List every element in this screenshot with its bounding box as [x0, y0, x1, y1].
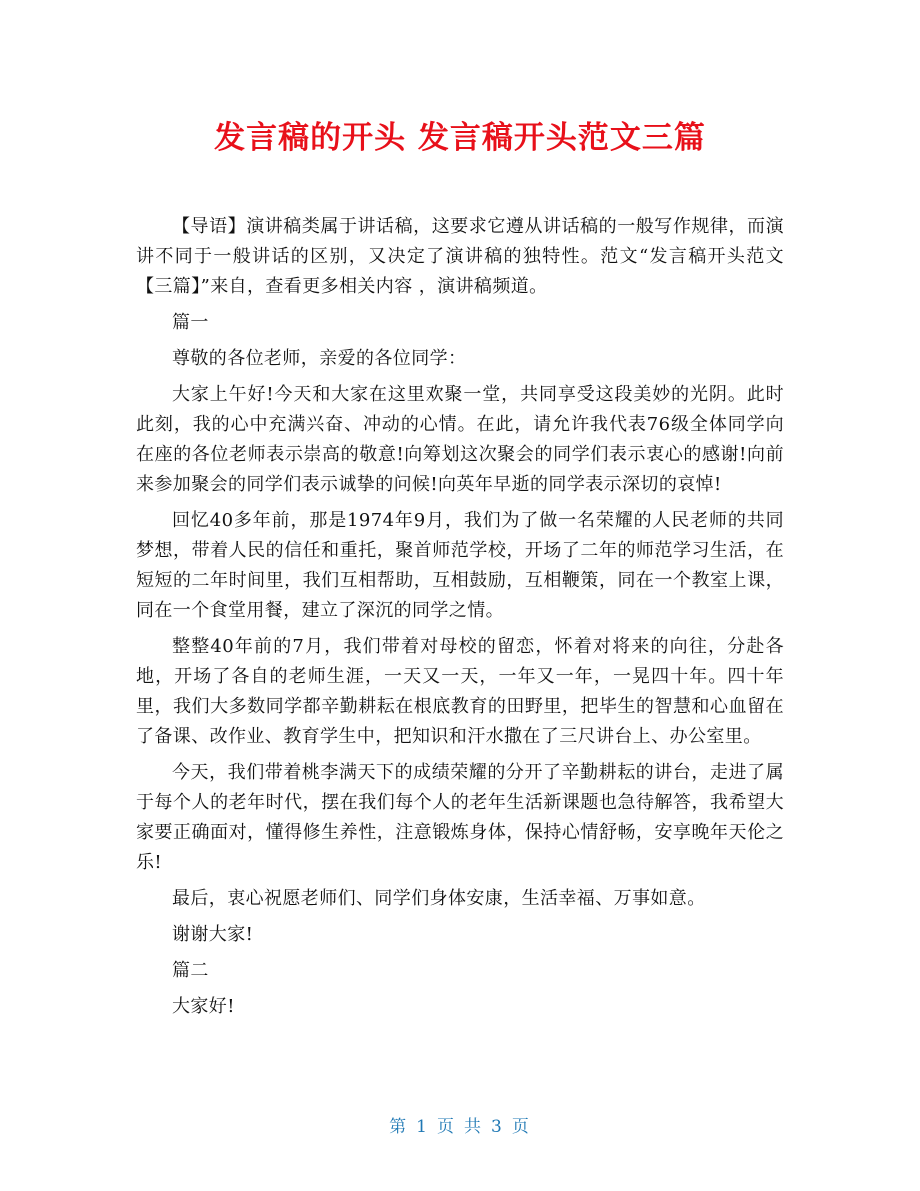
paragraph-salutation: 尊敬的各位老师，亲爱的各位同学：	[172, 348, 467, 369]
document-body	[136, 212, 784, 1028]
section-heading-part-one: 篇一	[172, 312, 209, 333]
page-number-footer	[0, 1112, 920, 1137]
paragraph: 回忆40多年前，那是1974年9月，我们为了做一名荣耀的人民老师的共同梦想，带着人民的信任和重托，聚首师范学校，开场了二年的师范学习生活，在短短的二年时间里，我们互相帮助，互相鼓励，互相鞭策，同在一个教室上课，同在一个食堂用餐，建立了深沉的同学之情。	[136, 510, 784, 621]
footer-suffix: 页	[511, 1117, 531, 1137]
footer-prefix: 第	[389, 1117, 409, 1137]
paragraph-greeting: 大家好!	[172, 996, 235, 1017]
paragraph-intro: 【导语】演讲稿类属于讲话稿，这要求它遵从讲话稿的一般写作规律，而演讲不同于一般讲话的区别，又决定了演讲稿的独特性。范文“发言稿开头范文【三篇】”来自，查看更多相关内容 ，演讲稿频道。	[136, 216, 784, 297]
footer-total-prefix: 共	[464, 1117, 483, 1137]
current-page-number: 1	[416, 1117, 429, 1137]
paragraph: 整整40年前的7月，我们带着对母校的留恋，怀着对将来的向往，分赴各地，开场了各自的老师生涯，一天又一天，一年又一年，一晃四十年。四十年里，我们大多数同学都辛勤耕耘在根底教育的田野里，把毕生的智慧和心血留在了备课、改作业、教育学生中，把知识和汗水撒在了三尺讲台上、办公室里。	[136, 636, 784, 747]
paragraph: 今天，我们带着桃李满天下的成绩荣耀的分开了辛勤耕耘的讲台，走进了属于每个人的老年时代，摆在我们每个人的老年生活新课题也急待解答，我希望大家要正确面对，懂得修生养性，注意锻炼身体，保持心情舒畅，安享晚年天伦之乐!	[136, 762, 784, 873]
paragraph: 大家上午好!今天和大家在这里欢聚一堂，共同享受这段美妙的光阴。此时此刻，我的心中充满兴奋、冲动的心情。在此，请允许我代表76级全体同学向在座的各位老师表示崇高的敬意!向筹划这次聚会的同学们表示衷心的感谢!向前来参加聚会的同学们表示诚挚的问候!向英年早逝的同学表示深切的哀悼!	[136, 384, 784, 495]
total-pages-number: 3	[491, 1117, 504, 1137]
document-title: 发言稿的开头 发言稿开头范文三篇	[214, 120, 706, 156]
paragraph: 最后，衷心祝愿老师们、同学们身体安康，生活幸福、万事如意。	[172, 888, 706, 909]
footer-page-unit: 页	[437, 1117, 456, 1137]
paragraph-thanks: 谢谢大家!	[172, 924, 254, 945]
section-heading-part-two: 篇二	[172, 960, 209, 981]
